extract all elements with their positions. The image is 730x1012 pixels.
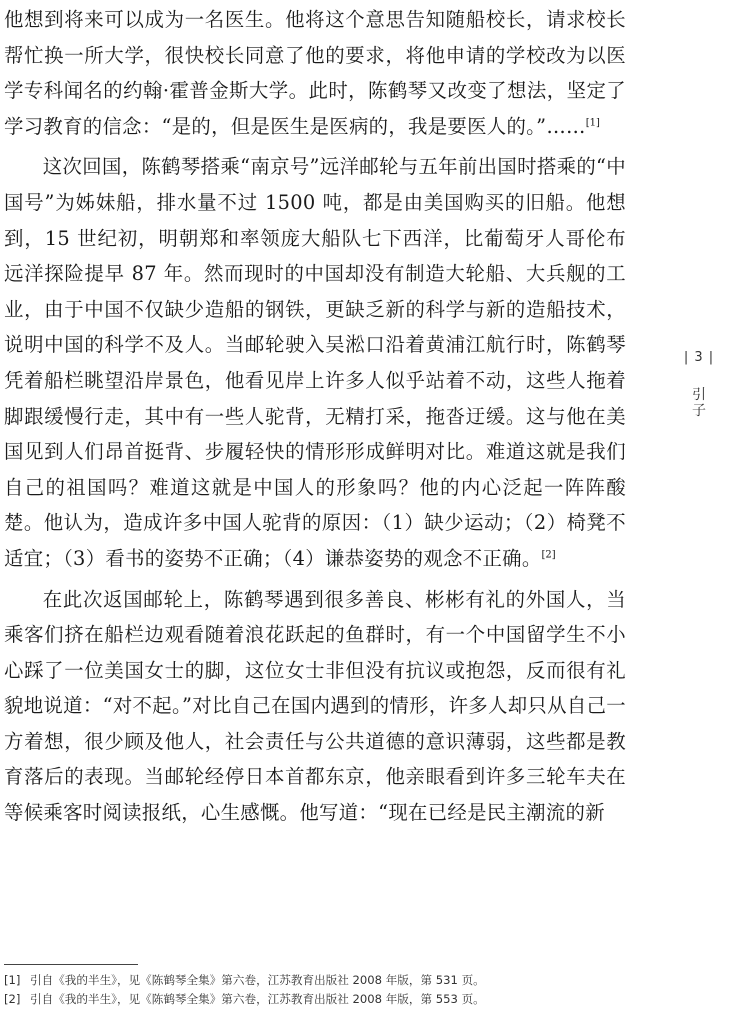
- footnote-reference[interactable]: [2]: [541, 549, 556, 561]
- footnote-text: 引自《我的半生》，见《陈鹤琴全集》第六卷，江苏教育出版社 2008 年版，第 531 页。: [30, 973, 485, 987]
- body-paragraph: [4, 582, 626, 831]
- footnote-reference[interactable]: [1]: [585, 117, 600, 129]
- footnote: [4, 971, 626, 990]
- page-body: [4, 2, 626, 831]
- page-number: | 3 |: [683, 350, 715, 365]
- body-paragraph: [4, 2, 626, 144]
- footnote: [4, 990, 626, 1009]
- footnotes: [4, 971, 626, 1009]
- body-paragraph: [4, 149, 626, 576]
- footnote-divider: [4, 964, 138, 965]
- chapter-label: 引子: [692, 387, 706, 419]
- footnote-text: 引自《我的半生》，见《陈鹤琴全集》第六卷，江苏教育出版社 2008 年版，第 553 页。: [30, 992, 485, 1006]
- side-marker: [679, 349, 719, 419]
- paragraph-text: 在此次返国邮轮上，陈鹤琴遇到很多善良、彬彬有礼的外国人，当乘客们挤在船栏边观看随着浪花跃起的鱼群时，有一个中国留学生不小心踩了一位美国女士的脚，这位女士非但没有抗议或抱怨，反而很有礼貌地说道：“对不起。”对比自己在国内遇到的情形，许多人却只从自己一方着想，很少顾及他人，社会责任与公共道德的意识薄弱，这些都是教育落后的表现。当邮轮经停日本首都东京，他亲眼看到许多三轮车夫在等候乘客时阅读报纸，心生感慨。他写道：“现在已经是民主潮流的新: [4, 587, 626, 825]
- paragraph-text: 他想到将来可以成为一名医生。他将这个意思告知随船校长，请求校长帮忙换一所大学，很快校长同意了他的要求，将他申请的学校改为以医学专科闻名的约翰·霍普金斯大学。此时，陈鹤琴又改变了想法，坚定了学习教育的信念：“是的，但是医生是医病的，我是要医人的。”……: [4, 8, 626, 138]
- footnote-marker: [2]: [4, 992, 21, 1006]
- footnote-marker: [1]: [4, 973, 21, 987]
- paragraph-text: 这次回国，陈鹤琴搭乘“南京号”远洋邮轮与五年前出国时搭乘的“中国号”为姊妹船，排水量不过 1500 吨，都是由美国购买的旧船。他想到，15 世纪初，明朝郑和率领庞大船队七下西洋，比葡萄牙人哥伦布远洋探险提早 87 年。然而现时的中国却没有制造大轮船、大兵舰的工业，由于中国不仅缺少造船的钢铁，更缺乏新的科学与新的造船技术，说明中国的科学不及人。当邮轮驶入吴淞口沿着黄浦江航行时，陈鹤琴凭着船栏眺望沿岸景色，他看见岸上许多人似乎站着不动，这些人拖着脚跟缓慢行走，其中有一些人驼背，无精打采，拖沓迂缓。这与他在美国见到人们昂首挺背、步履轻快的情形形成鲜明对比。难道这就是我们自己的祖国吗？难道这就是中国人的形象吗？他的内心泛起一阵阵酸楚。他认为，造成许多中国人驼背的原因：（1）缺少运动；（2）椅凳不适宜；（3）看书的姿势不正确；（4）谦恭姿势的观念不正确。: [4, 155, 626, 570]
